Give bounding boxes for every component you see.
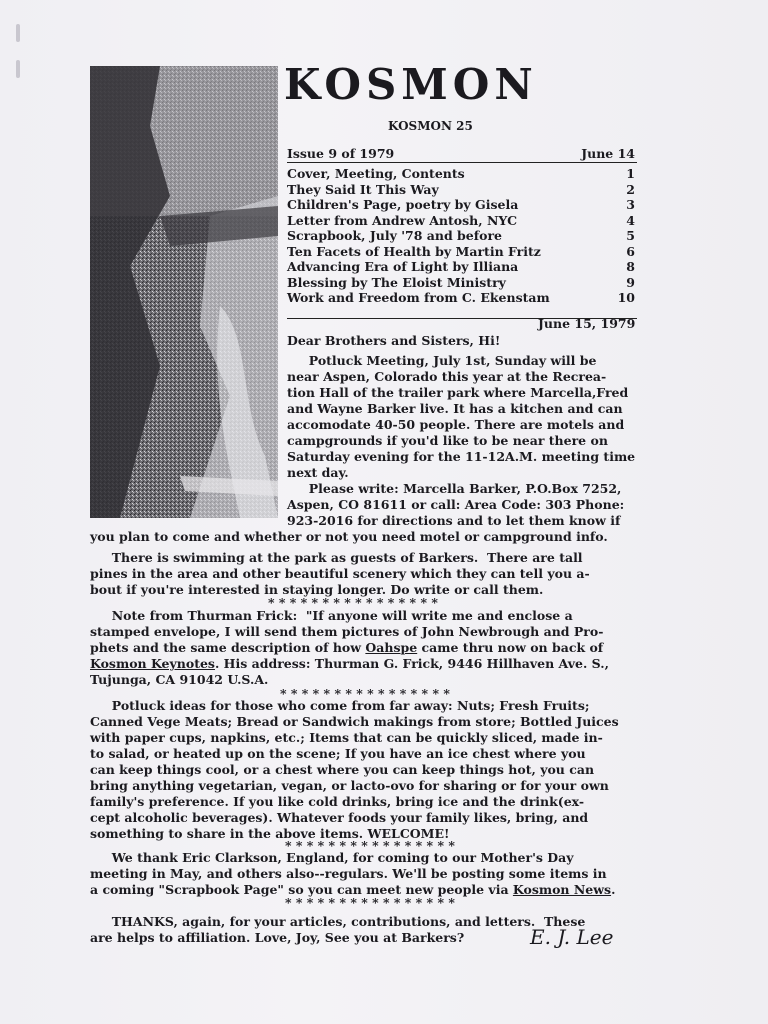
paragraph-line: bout if you're interested in staying longer. Do write or call them. xyxy=(90,582,544,597)
paragraph-line: Please write: Marcella Barker, P.O.Box 7252, xyxy=(287,481,622,496)
paragraph-line: pines in the area and other beautiful scenery which they can tell you a- xyxy=(90,566,590,581)
paragraph-line: Kosmon Keynotes. His address: Thurman G. Frick, 9446 Hillhaven Ave. S., xyxy=(90,656,609,671)
staple-mark xyxy=(16,24,20,42)
contents-item: Advancing Era of Light by Illiana 8 xyxy=(287,259,635,274)
issue-date: June 14 xyxy=(581,146,635,161)
kosmon-keynotes-link: Kosmon Keynotes xyxy=(90,656,215,671)
paragraph-line: phets and the same description of how Oahspe came thru now on back of xyxy=(90,640,604,655)
paragraph-line: something to share in the above items. WELCOME! xyxy=(90,826,450,841)
paragraph-line: There is swimming at the park as guests of Barkers. There are tall xyxy=(90,550,583,565)
greeting: Dear Brothers and Sisters, Hi! xyxy=(287,333,501,348)
paragraph-line: bring anything vegetarian, vegan, or lacto-ovo for sharing or for your own xyxy=(90,778,609,793)
star-separator: * * * * * * * * * * * * * * * * xyxy=(268,595,438,610)
paragraph-line: We thank Eric Clarkson, England, for coming to our Mother's Day xyxy=(90,850,574,865)
paragraph-line: tion Hall of the trailer park where Marcella,Fred xyxy=(287,385,629,400)
contents-item: Work and Freedom from C. Ekenstam 10 xyxy=(287,290,635,305)
paragraph-line: Potluck Meeting, July 1st, Sunday will be xyxy=(287,353,597,368)
paragraph-line: to salad, or heated up on the scene; If you have an ice chest where you xyxy=(90,746,586,761)
paragraph-line: Saturday evening for the 11-12A.M. meeting time xyxy=(287,449,636,464)
contents-item: Cover, Meeting, Contents 1 xyxy=(287,166,635,181)
paragraph-line: campgrounds if you'd like to be near there on xyxy=(287,433,608,448)
oahspe-link: Oahspe xyxy=(365,640,418,655)
paragraph-line: accomodate 40-50 people. There are motels and xyxy=(287,417,625,432)
paragraph-line: Tujunga, CA 91042 U.S.A. xyxy=(90,672,269,687)
contents-item: Ten Facets of Health by Martin Fritz 6 xyxy=(287,243,635,259)
paragraph-line: Aspen, CO 81611 or call: Area Code: 303 Phone: xyxy=(287,497,625,512)
staple-mark xyxy=(16,60,20,78)
issue-number: KOSMON 25 xyxy=(388,119,473,133)
letter-date: June 15, 1979 xyxy=(538,316,636,331)
contents-item: They Said It This Way 2 xyxy=(287,181,635,197)
issue-label: Issue 9 of 1979 xyxy=(287,146,395,161)
issue-line xyxy=(287,146,637,163)
paragraph-line: 923-2016 for directions and to let them know if xyxy=(287,513,621,528)
star-separator: * * * * * * * * * * * * * * * * xyxy=(280,686,450,701)
paragraph-line: are helps to affiliation. Love, Joy, See you at Barkers? xyxy=(90,930,465,945)
masthead-title: KOSMON xyxy=(284,60,538,109)
paragraph-line: you plan to come and whether or not you need motel or campground info. xyxy=(90,529,608,544)
paragraph-line: a coming "Scrapbook Page" so you can meet new people via Kosmon News. xyxy=(90,882,616,897)
contents-item: Blessing by The Eloist Ministry 9 xyxy=(287,274,635,290)
signature: E. J. Lee xyxy=(530,925,614,949)
paragraph-line: Canned Vege Meats; Bread or Sandwich makings from store; Bottled Juices xyxy=(90,714,619,729)
paragraph-line: with paper cups, napkins, etc.; Items that can be quickly sliced, made in- xyxy=(90,730,603,745)
star-separator: * * * * * * * * * * * * * * * * xyxy=(285,895,455,910)
paragraph-line: cept alcoholic beverages). Whatever foods your family likes, bring, and xyxy=(90,810,589,825)
table-of-contents xyxy=(287,166,637,306)
paragraph-line: Potluck ideas for those who come from far away: Nuts; Fresh Fruits; xyxy=(90,698,590,713)
paragraph-line: can keep things cool, or a chest where you can keep things hot, you can xyxy=(90,762,595,777)
paragraph-line: Note from Thurman Frick: "If anyone will write me and enclose a xyxy=(90,608,573,623)
paragraph-line: and Wayne Barker live. It has a kitchen and can xyxy=(287,401,623,416)
kosmon-news-link: Kosmon News xyxy=(512,882,612,897)
star-separator: * * * * * * * * * * * * * * * * xyxy=(285,838,455,853)
paragraph-line: stamped envelope, I will send them pictures of John Newbrough and Pro- xyxy=(90,624,604,639)
paragraph-line: next day. xyxy=(287,465,349,480)
cover-photo xyxy=(90,66,278,518)
paragraph-line: near Aspen, Colorado this year at the Recrea- xyxy=(287,369,607,384)
paragraph-line: THANKS, again, for your articles, contributions, and letters. These xyxy=(90,914,586,929)
contents-item: Scrapbook, July '78 and before 5 xyxy=(287,228,635,243)
paragraph-line: family's preference. If you like cold drinks, bring ice and the drink(ex- xyxy=(90,794,585,809)
contents-item: Letter from Andrew Antosh, NYC 4 xyxy=(287,212,635,228)
contents-item: Children's Page, poetry by Gisela 3 xyxy=(287,197,635,212)
paragraph-line: meeting in May, and others also--regulars. We'll be posting some items in xyxy=(90,866,607,881)
